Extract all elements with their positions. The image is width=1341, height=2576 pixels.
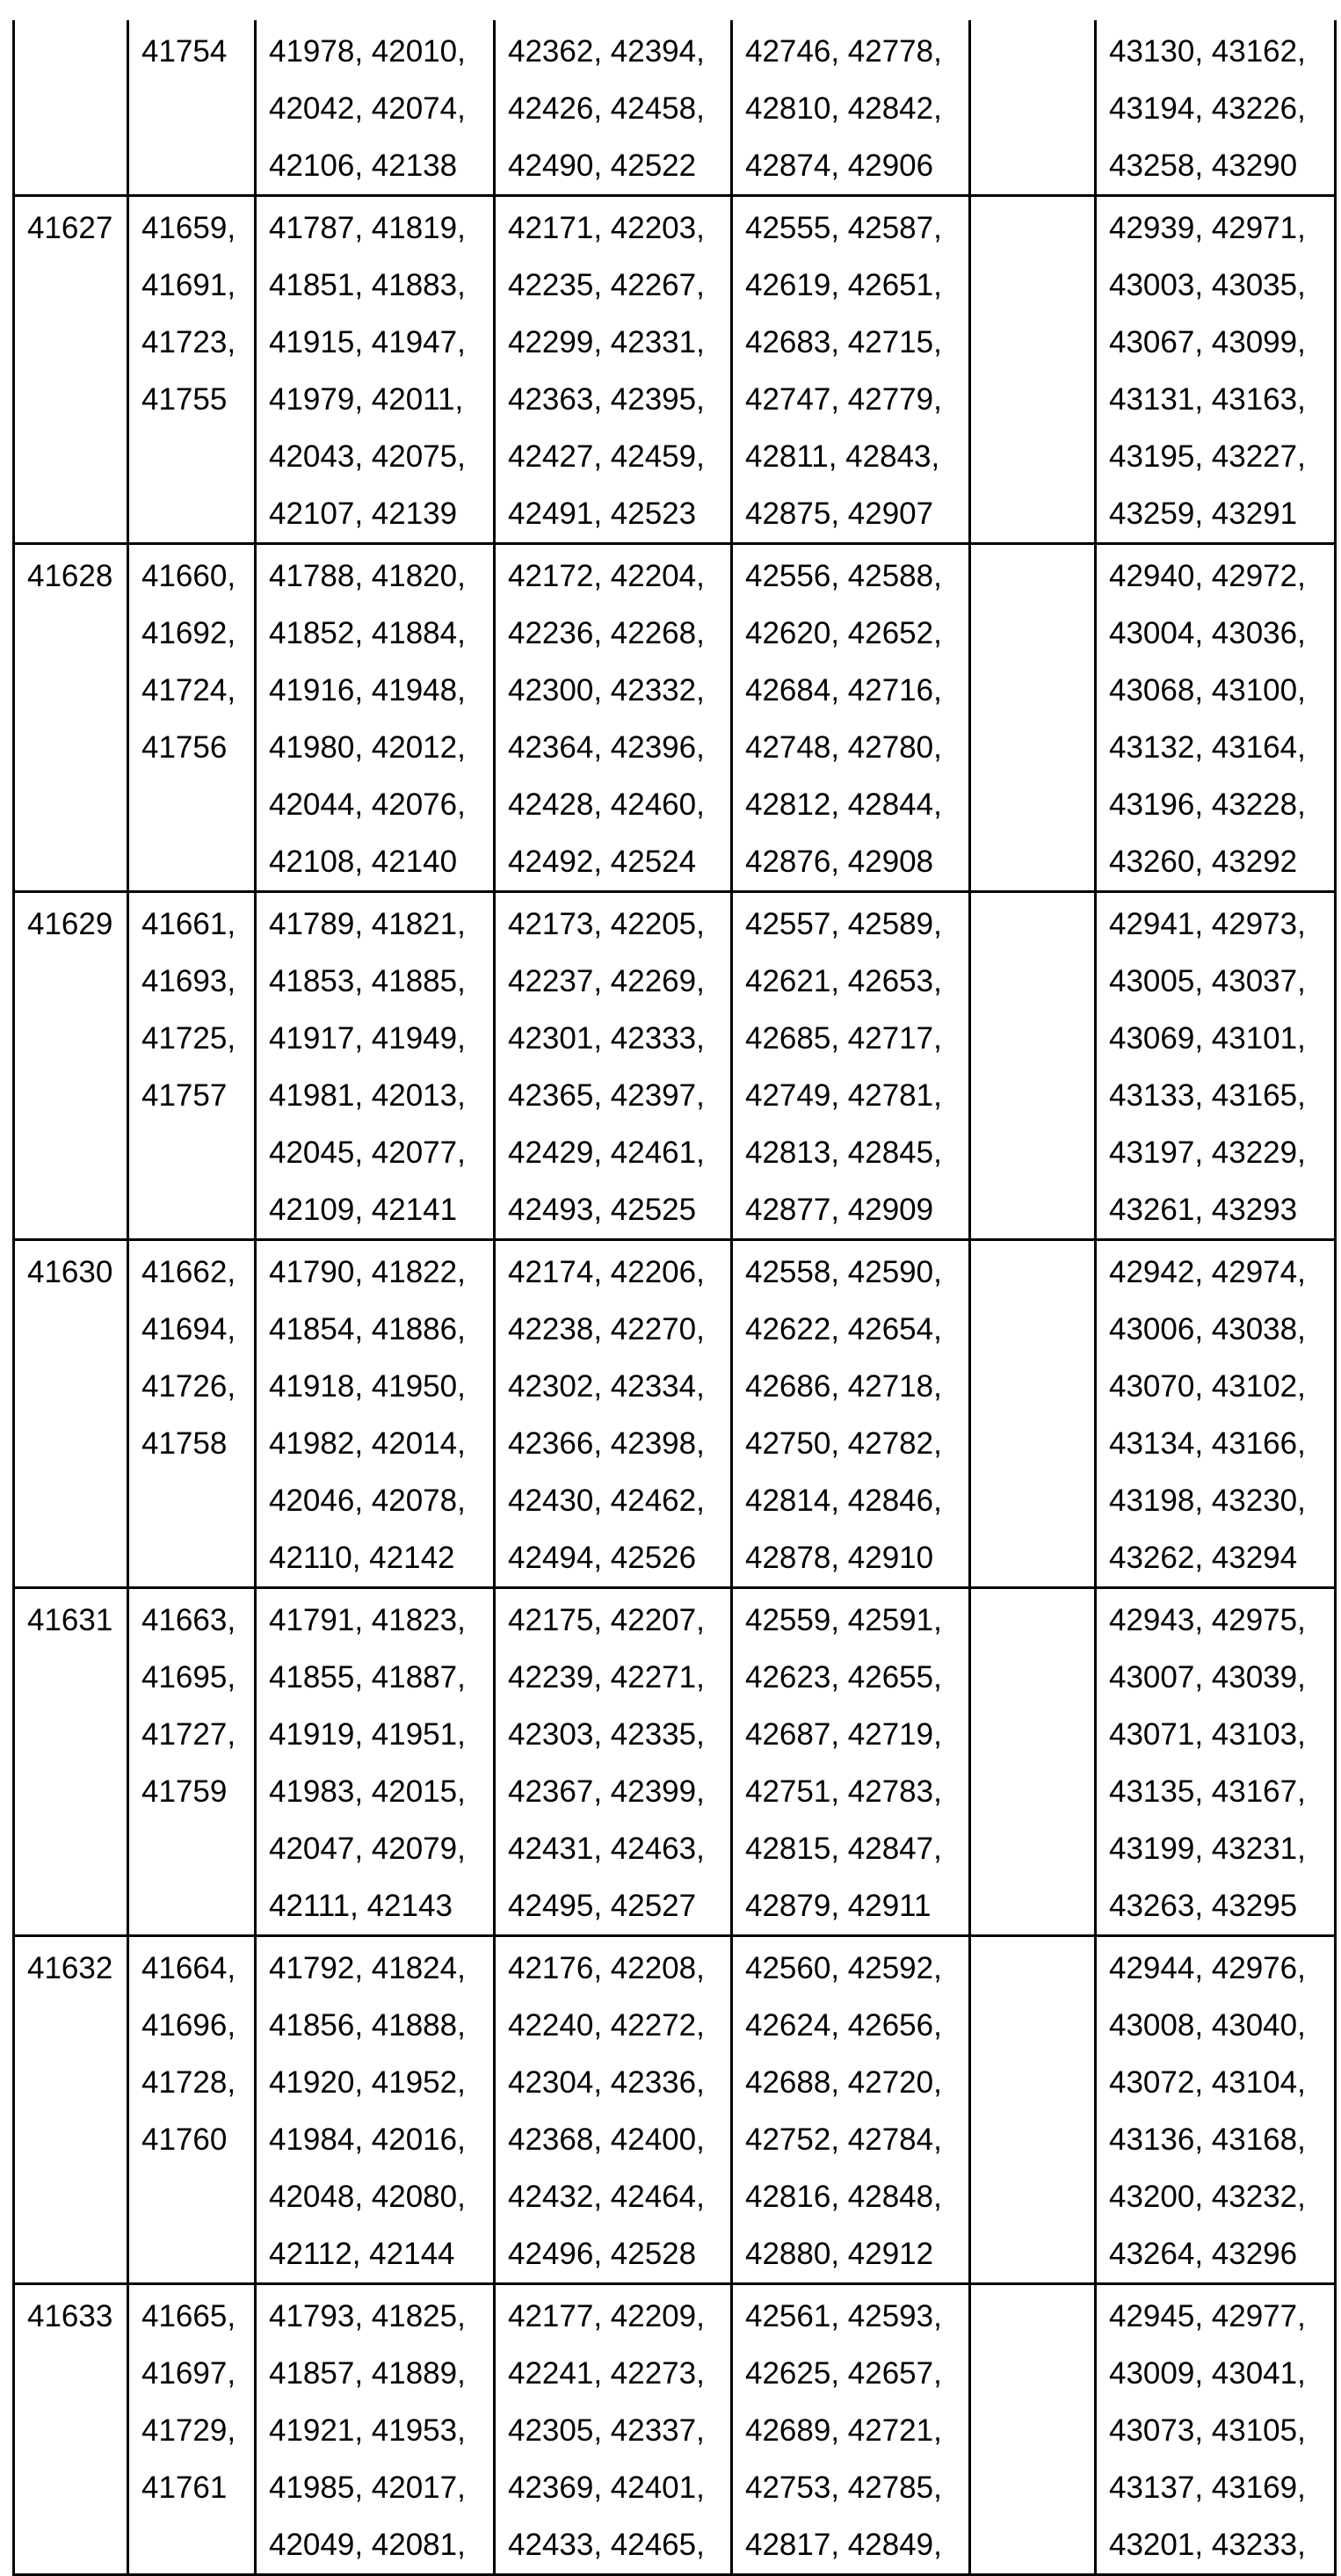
cell-line: 43194, 43226, xyxy=(1109,80,1334,137)
col6-cell xyxy=(970,544,1096,892)
col5-cell xyxy=(732,1936,970,2284)
col4-cell xyxy=(495,1588,732,1936)
cell-line: 41725, xyxy=(141,1010,254,1067)
cell-line: 41664, xyxy=(141,1940,254,1997)
col4-cell xyxy=(495,196,732,544)
table-row xyxy=(14,196,1336,544)
cell-line: 42431, 42463, xyxy=(508,1820,730,1877)
cell-line: 41724, xyxy=(141,662,254,719)
table-row xyxy=(14,1240,1336,1588)
cell-line: 41980, 42012, xyxy=(269,719,493,776)
cell-line: 42940, 42972, xyxy=(1109,548,1334,605)
cell-line: 42108, 42140 xyxy=(269,833,493,890)
table-row xyxy=(14,20,1336,196)
cell-line: 42620, 42652, xyxy=(745,605,968,662)
cell-line: 42110, 42142 xyxy=(269,1529,493,1586)
cell-line: 43201, 43233, xyxy=(1109,2516,1334,2573)
cell-line: 41792, 41824, xyxy=(269,1940,493,1997)
cell-line: 42558, 42590, xyxy=(745,1244,968,1301)
col7-cell xyxy=(1096,2284,1336,2575)
data-table xyxy=(12,20,1337,2576)
cell-line: 41920, 41952, xyxy=(269,2054,493,2111)
cell-line: 42877, 42909 xyxy=(745,1181,968,1238)
cell-line: 43069, 43101, xyxy=(1109,1010,1334,1067)
col2-cell xyxy=(128,1936,256,2284)
cell-line: 41788, 41820, xyxy=(269,548,493,605)
cell-line: 41728, xyxy=(141,2054,254,2111)
cell-line: 42107, 42139 xyxy=(269,485,493,542)
cell-line: 42109, 42141 xyxy=(269,1181,493,1238)
cell-line: 42753, 42785, xyxy=(745,2459,968,2516)
cell-line: 42942, 42974, xyxy=(1109,1244,1334,1301)
cell-line: 42560, 42592, xyxy=(745,1940,968,1997)
cell-line: 43136, 43168, xyxy=(1109,2111,1334,2168)
cell-line: 41757 xyxy=(141,1067,254,1124)
cell-line: 41853, 41885, xyxy=(269,953,493,1010)
col7-cell xyxy=(1096,196,1336,544)
cell-line: 41696, xyxy=(141,1997,254,2054)
cell-line: 42046, 42078, xyxy=(269,1472,493,1529)
cell-line: 41629 xyxy=(27,896,127,953)
cell-line: 43070, 43102, xyxy=(1109,1358,1334,1415)
cell-line: 42622, 42654, xyxy=(745,1301,968,1358)
cell-line: 42238, 42270, xyxy=(508,1301,730,1358)
index-cell xyxy=(14,1588,128,1936)
cell-line: 41756 xyxy=(141,719,254,776)
index-cell xyxy=(14,1240,128,1588)
col2-cell xyxy=(128,20,256,196)
cell-line: 41633 xyxy=(27,2288,127,2345)
cell-line: 43005, 43037, xyxy=(1109,953,1334,1010)
cell-line: 43133, 43165, xyxy=(1109,1067,1334,1124)
cell-line: 41692, xyxy=(141,605,254,662)
cell-line: 42174, 42206, xyxy=(508,1244,730,1301)
col4-cell xyxy=(495,2284,732,2575)
cell-line: 41660, xyxy=(141,548,254,605)
cell-line: 43130, 43162, xyxy=(1109,23,1334,80)
table-row xyxy=(14,892,1336,1240)
cell-line: 42557, 42589, xyxy=(745,896,968,953)
cell-line: 41665, xyxy=(141,2288,254,2345)
cell-line: 42683, 42715, xyxy=(745,314,968,371)
cell-line: 42235, 42267, xyxy=(508,257,730,314)
cell-line: 41919, 41951, xyxy=(269,1706,493,1763)
cell-line: 41695, xyxy=(141,1649,254,1706)
col6-cell xyxy=(970,196,1096,544)
cell-line: 41663, xyxy=(141,1592,254,1649)
cell-line: 41917, 41949, xyxy=(269,1010,493,1067)
cell-line: 42941, 42973, xyxy=(1109,896,1334,953)
cell-line: 42880, 42912 xyxy=(745,2225,968,2282)
cell-line: 41984, 42016, xyxy=(269,2111,493,2168)
cell-line: 41759 xyxy=(141,1763,254,1820)
cell-line: 42366, 42398, xyxy=(508,1415,730,1472)
cell-line: 42042, 42074, xyxy=(269,80,493,137)
cell-line: 42429, 42461, xyxy=(508,1124,730,1181)
cell-line: 43131, 43163, xyxy=(1109,371,1334,428)
cell-line: 42685, 42717, xyxy=(745,1010,968,1067)
cell-line: 42426, 42458, xyxy=(508,80,730,137)
cell-line: 42556, 42588, xyxy=(745,548,968,605)
cell-line: 41983, 42015, xyxy=(269,1763,493,1820)
cell-line: 42300, 42332, xyxy=(508,662,730,719)
cell-line: 43198, 43230, xyxy=(1109,1472,1334,1529)
cell-line: 42304, 42336, xyxy=(508,2054,730,2111)
index-cell xyxy=(14,196,128,544)
cell-line: 42751, 42783, xyxy=(745,1763,968,1820)
cell-line: 42176, 42208, xyxy=(508,1940,730,1997)
cell-line: 43200, 43232, xyxy=(1109,2168,1334,2225)
col3-cell xyxy=(256,544,495,892)
cell-line: 43068, 43100, xyxy=(1109,662,1334,719)
cell-line: 42364, 42396, xyxy=(508,719,730,776)
cell-line: 41755 xyxy=(141,371,254,428)
cell-line: 41726, xyxy=(141,1358,254,1415)
cell-line: 42237, 42269, xyxy=(508,953,730,1010)
cell-line: 43195, 43227, xyxy=(1109,428,1334,485)
cell-line: 43132, 43164, xyxy=(1109,719,1334,776)
col3-cell xyxy=(256,20,495,196)
cell-line: 42621, 42653, xyxy=(745,953,968,1010)
cell-line: 43264, 43296 xyxy=(1109,2225,1334,2282)
cell-line: 42047, 42079, xyxy=(269,1820,493,1877)
cell-line: 42747, 42779, xyxy=(745,371,968,428)
cell-line: 42749, 42781, xyxy=(745,1067,968,1124)
cell-line: 43259, 43291 xyxy=(1109,485,1334,542)
cell-line: 41727, xyxy=(141,1706,254,1763)
cell-line: 43262, 43294 xyxy=(1109,1529,1334,1586)
col4-cell xyxy=(495,1936,732,2284)
col5-cell xyxy=(732,196,970,544)
cell-line: 41857, 41889, xyxy=(269,2345,493,2402)
col6-cell xyxy=(970,1240,1096,1588)
index-cell xyxy=(14,2284,128,2575)
cell-line: 42367, 42399, xyxy=(508,1763,730,1820)
col6-cell xyxy=(970,1936,1096,2284)
cell-line: 42812, 42844, xyxy=(745,776,968,833)
cell-line: 43260, 43292 xyxy=(1109,833,1334,890)
cell-line: 42492, 42524 xyxy=(508,833,730,890)
col5-cell xyxy=(732,1588,970,1936)
col2-cell xyxy=(128,196,256,544)
col2-cell xyxy=(128,1240,256,1588)
cell-line: 42305, 42337, xyxy=(508,2402,730,2459)
cell-line: 43006, 43038, xyxy=(1109,1301,1334,1358)
cell-line: 42239, 42271, xyxy=(508,1649,730,1706)
cell-line: 42177, 42209, xyxy=(508,2288,730,2345)
col3-cell xyxy=(256,1240,495,1588)
cell-line: 42623, 42655, xyxy=(745,1649,968,1706)
cell-line: 41856, 41888, xyxy=(269,1997,493,2054)
col5-cell xyxy=(732,544,970,892)
cell-line: 42240, 42272, xyxy=(508,1997,730,2054)
cell-line: 42876, 42908 xyxy=(745,833,968,890)
cell-line: 41723, xyxy=(141,314,254,371)
cell-line: 42241, 42273, xyxy=(508,2345,730,2402)
cell-line: 42043, 42075, xyxy=(269,428,493,485)
cell-line: 42111, 42143 xyxy=(269,1877,493,1934)
cell-line: 43004, 43036, xyxy=(1109,605,1334,662)
cell-line: 42879, 42911 xyxy=(745,1877,968,1934)
cell-line: 42299, 42331, xyxy=(508,314,730,371)
cell-line: 42175, 42207, xyxy=(508,1592,730,1649)
cell-line: 42816, 42848, xyxy=(745,2168,968,2225)
cell-line: 43263, 43295 xyxy=(1109,1877,1334,1934)
cell-line: 41662, xyxy=(141,1244,254,1301)
col4-cell xyxy=(495,1240,732,1588)
cell-line: 41758 xyxy=(141,1415,254,1472)
cell-line: 42112, 42144 xyxy=(269,2225,493,2282)
cell-line: 41916, 41948, xyxy=(269,662,493,719)
col6-cell xyxy=(970,2284,1096,2575)
col7-cell xyxy=(1096,892,1336,1240)
cell-line: 42619, 42651, xyxy=(745,257,968,314)
table-row xyxy=(14,544,1336,892)
index-cell xyxy=(14,892,128,1240)
cell-line: 42943, 42975, xyxy=(1109,1592,1334,1649)
cell-line: 41978, 42010, xyxy=(269,23,493,80)
cell-line: 43196, 43228, xyxy=(1109,776,1334,833)
cell-line: 42559, 42591, xyxy=(745,1592,968,1649)
col3-cell xyxy=(256,1936,495,2284)
col7-cell xyxy=(1096,544,1336,892)
cell-line: 41632 xyxy=(27,1940,127,1997)
cell-line: 42874, 42906 xyxy=(745,137,968,194)
col3-cell xyxy=(256,892,495,1240)
cell-line: 41985, 42017, xyxy=(269,2459,493,2516)
cell-line: 42624, 42656, xyxy=(745,1997,968,2054)
cell-line: 41694, xyxy=(141,1301,254,1358)
cell-line: 42427, 42459, xyxy=(508,428,730,485)
cell-line: 41981, 42013, xyxy=(269,1067,493,1124)
cell-line: 42752, 42784, xyxy=(745,2111,968,2168)
cell-line: 42625, 42657, xyxy=(745,2345,968,2402)
cell-line: 43199, 43231, xyxy=(1109,1820,1334,1877)
cell-line: 41631 xyxy=(27,1592,127,1649)
cell-line: 43134, 43166, xyxy=(1109,1415,1334,1472)
cell-line: 41979, 42011, xyxy=(269,371,493,428)
cell-line: 41627 xyxy=(27,200,127,257)
cell-line: 42810, 42842, xyxy=(745,80,968,137)
cell-line: 43261, 43293 xyxy=(1109,1181,1334,1238)
cell-line: 41852, 41884, xyxy=(269,605,493,662)
cell-line: 42561, 42593, xyxy=(745,2288,968,2345)
cell-line: 43258, 43290 xyxy=(1109,137,1334,194)
cell-line: 42813, 42845, xyxy=(745,1124,968,1181)
cell-line: 42689, 42721, xyxy=(745,2402,968,2459)
cell-line: 41851, 41883, xyxy=(269,257,493,314)
col3-cell xyxy=(256,196,495,544)
cell-line: 41921, 41953, xyxy=(269,2402,493,2459)
col4-cell xyxy=(495,20,732,196)
cell-line: 42044, 42076, xyxy=(269,776,493,833)
cell-line: 43135, 43167, xyxy=(1109,1763,1334,1820)
cell-line: 42875, 42907 xyxy=(745,485,968,542)
cell-line: 42746, 42778, xyxy=(745,23,968,80)
col2-cell xyxy=(128,892,256,1240)
cell-line: 41918, 41950, xyxy=(269,1358,493,1415)
table-row xyxy=(14,1588,1336,1936)
cell-line: 42236, 42268, xyxy=(508,605,730,662)
cell-line: 43137, 43169, xyxy=(1109,2459,1334,2516)
cell-line: 42495, 42527 xyxy=(508,1877,730,1934)
cell-line: 42686, 42718, xyxy=(745,1358,968,1415)
col4-cell xyxy=(495,892,732,1240)
cell-line: 42049, 42081, xyxy=(269,2516,493,2573)
cell-line: 41793, 41825, xyxy=(269,2288,493,2345)
cell-line: 42815, 42847, xyxy=(745,1820,968,1877)
cell-line: 42173, 42205, xyxy=(508,896,730,953)
cell-line: 42106, 42138 xyxy=(269,137,493,194)
table-row xyxy=(14,1936,1336,2284)
cell-line: 43071, 43103, xyxy=(1109,1706,1334,1763)
cell-line: 42555, 42587, xyxy=(745,200,968,257)
cell-line: 41659, xyxy=(141,200,254,257)
cell-line: 41854, 41886, xyxy=(269,1301,493,1358)
cell-line: 41760 xyxy=(141,2111,254,2168)
cell-line: 42048, 42080, xyxy=(269,2168,493,2225)
col6-cell xyxy=(970,1588,1096,1936)
cell-line: 42939, 42971, xyxy=(1109,200,1334,257)
col2-cell xyxy=(128,2284,256,2575)
cell-line: 43007, 43039, xyxy=(1109,1649,1334,1706)
cell-line: 41982, 42014, xyxy=(269,1415,493,1472)
cell-line: 42811, 42843, xyxy=(745,428,968,485)
cell-line: 41787, 41819, xyxy=(269,200,493,257)
col5-cell xyxy=(732,892,970,1240)
cell-line: 42944, 42976, xyxy=(1109,1940,1334,1997)
cell-line: 42684, 42716, xyxy=(745,662,968,719)
cell-line: 42494, 42526 xyxy=(508,1529,730,1586)
cell-line: 42430, 42462, xyxy=(508,1472,730,1529)
col7-cell xyxy=(1096,1588,1336,1936)
cell-line: 42490, 42522 xyxy=(508,137,730,194)
cell-line: 42878, 42910 xyxy=(745,1529,968,1586)
cell-line: 41791, 41823, xyxy=(269,1592,493,1649)
cell-line: 42171, 42203, xyxy=(508,200,730,257)
cell-line: 41628 xyxy=(27,548,127,605)
cell-line: 42301, 42333, xyxy=(508,1010,730,1067)
index-cell xyxy=(14,20,128,196)
cell-line: 42945, 42977, xyxy=(1109,2288,1334,2345)
cell-line: 42428, 42460, xyxy=(508,776,730,833)
cell-line: 42491, 42523 xyxy=(508,485,730,542)
col5-cell xyxy=(732,20,970,196)
cell-line: 42369, 42401, xyxy=(508,2459,730,2516)
cell-line: 42496, 42528 xyxy=(508,2225,730,2282)
cell-line: 42817, 42849, xyxy=(745,2516,968,2573)
cell-line: 41754 xyxy=(141,23,254,80)
col5-cell xyxy=(732,1240,970,1588)
cell-line: 42363, 42395, xyxy=(508,371,730,428)
col7-cell xyxy=(1096,1936,1336,2284)
cell-line: 42814, 42846, xyxy=(745,1472,968,1529)
cell-line: 43003, 43035, xyxy=(1109,257,1334,314)
cell-line: 41693, xyxy=(141,953,254,1010)
col2-cell xyxy=(128,544,256,892)
index-cell xyxy=(14,544,128,892)
cell-line: 41915, 41947, xyxy=(269,314,493,371)
cell-line: 41789, 41821, xyxy=(269,896,493,953)
cell-line: 41661, xyxy=(141,896,254,953)
cell-line: 41790, 41822, xyxy=(269,1244,493,1301)
cell-line: 42045, 42077, xyxy=(269,1124,493,1181)
cell-line: 41761 xyxy=(141,2459,254,2516)
cell-line: 43197, 43229, xyxy=(1109,1124,1334,1181)
cell-line: 43067, 43099, xyxy=(1109,314,1334,371)
cell-line: 41729, xyxy=(141,2402,254,2459)
cell-line: 42368, 42400, xyxy=(508,2111,730,2168)
cell-line: 42303, 42335, xyxy=(508,1706,730,1763)
col6-cell xyxy=(970,20,1096,196)
col5-cell xyxy=(732,2284,970,2575)
cell-line: 43008, 43040, xyxy=(1109,1997,1334,2054)
cell-line: 42688, 42720, xyxy=(745,2054,968,2111)
cell-line: 42748, 42780, xyxy=(745,719,968,776)
col7-cell xyxy=(1096,1240,1336,1588)
cell-line: 42432, 42464, xyxy=(508,2168,730,2225)
col3-cell xyxy=(256,2284,495,2575)
cell-line: 42362, 42394, xyxy=(508,23,730,80)
col3-cell xyxy=(256,1588,495,1936)
cell-line: 43009, 43041, xyxy=(1109,2345,1334,2402)
cell-line: 42687, 42719, xyxy=(745,1706,968,1763)
cell-line: 41691, xyxy=(141,257,254,314)
col2-cell xyxy=(128,1588,256,1936)
cell-line: 43072, 43104, xyxy=(1109,2054,1334,2111)
index-cell xyxy=(14,1936,128,2284)
cell-line: 42365, 42397, xyxy=(508,1067,730,1124)
col4-cell xyxy=(495,544,732,892)
cell-line: 42493, 42525 xyxy=(508,1181,730,1238)
cell-line: 41855, 41887, xyxy=(269,1649,493,1706)
table-row xyxy=(14,2284,1336,2575)
cell-line: 42302, 42334, xyxy=(508,1358,730,1415)
cell-line: 42750, 42782, xyxy=(745,1415,968,1472)
col6-cell xyxy=(970,892,1096,1240)
table-body xyxy=(14,20,1336,2575)
cell-line: 41697, xyxy=(141,2345,254,2402)
col7-cell xyxy=(1096,20,1336,196)
cell-line: 43073, 43105, xyxy=(1109,2402,1334,2459)
cell-line: 42433, 42465, xyxy=(508,2516,730,2573)
cell-line: 41630 xyxy=(27,1244,127,1301)
cell-line: 42172, 42204, xyxy=(508,548,730,605)
